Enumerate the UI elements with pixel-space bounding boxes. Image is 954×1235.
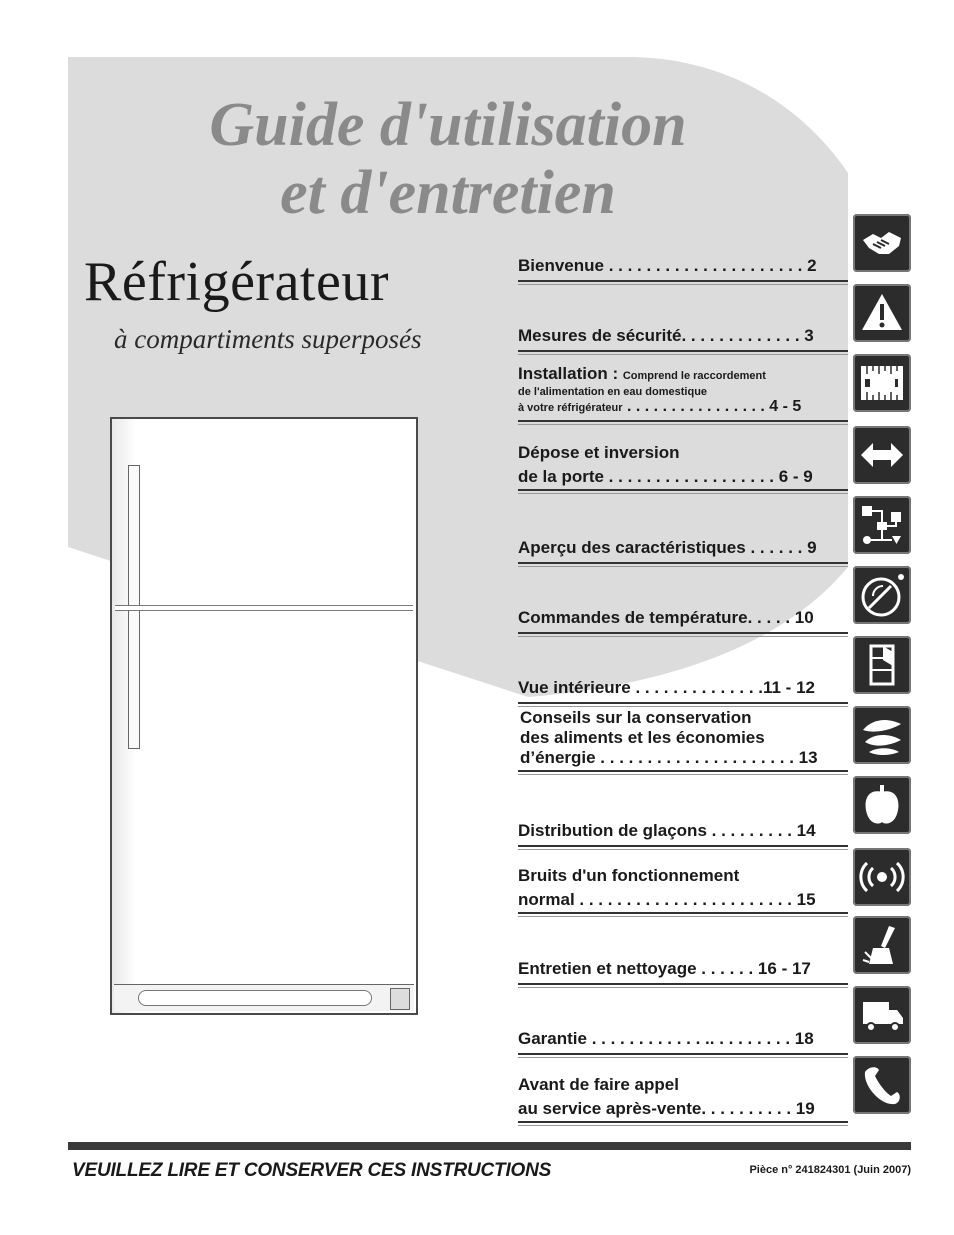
flowchart-icon [853,496,911,554]
toc-entry-service[interactable] [518,1075,848,1123]
footer-instructions: VEUILLEZ LIRE ET CONSERVER CES INSTRUCTIONS [72,1160,552,1181]
toc-label: normal . . . . . . . . . . . . . . . . . . . . . . . 15 [518,890,816,909]
toc-label-small: Comprend le raccordement [622,370,766,382]
toc-entry-bienvenue[interactable] [518,250,848,282]
toc-label: Entretien et nettoyage . . . . . . 16 - 17 [518,959,811,978]
toc-label: Vue intérieure . . . . . . . . . . . . . .11 - 12 [518,678,815,697]
toc-label: Distribution de glaçons . . . . . . . . . 14 [518,821,816,840]
vegetables-icon [853,706,911,764]
toc-entry-vue-interieure[interactable] [518,672,848,704]
footer-bar [68,1142,911,1150]
toc-entry-entretien[interactable] [518,953,848,985]
toc-label: d’énergie . . . . . . . . . . . . . . . . . . . . . 13 [520,748,818,767]
toc-entry-conseils[interactable] [518,708,848,772]
guide-title-line1: Guide d'utilisation [209,91,687,159]
fridge-freezer-divider [115,605,413,611]
phone-icon [853,1056,911,1114]
toc-label-small: à votre réfrigérateur [518,402,623,414]
toc-label: Installation : [518,364,623,383]
dial-icon [853,566,911,624]
toc-label: de la porte . . . . . . . . . . . . . . . . . . 6 - 9 [518,467,813,486]
fridge-grille [114,984,414,1011]
toc-installation-end [518,398,801,416]
toc-entry-distribution[interactable] [518,815,848,847]
toc-label: Commandes de température. . . . . 10 [518,608,814,627]
product-name: Réfrigérateur [84,251,389,313]
toc-entry-securite[interactable] [518,320,848,352]
refrigerator-illustration [110,417,418,1015]
toc-label: Bruits d'un fonctionnement [518,866,740,885]
toc-label: Conseils sur la conservation [520,708,752,727]
guide-title-line2: et d'entretien [280,159,616,227]
sound-icon [853,848,911,906]
footer-part-number: Pièce n° 241824301 (Juin 2007) [749,1164,911,1176]
toc-label: Avant de faire appel [518,1075,679,1094]
ruler-icon [853,354,911,412]
cleaning-icon [853,916,911,974]
toc-label: . . . . . . . . . . . . . . . . 4 - 5 [627,398,802,415]
grille-slot [138,990,372,1006]
arrows-icon [853,426,911,484]
toc-entry-depose[interactable] [518,443,848,491]
toc-label: Bienvenue . . . . . . . . . . . . . . . . . . . . . 2 [518,256,817,275]
toc-label-small: de l'alimentation en eau domestique [518,386,708,398]
pepper-icon [853,776,911,834]
toc-label: au service après-vente. . . . . . . . . . 19 [518,1099,815,1118]
toc-label: Dépose et inversion [518,443,680,462]
toc-label: Aperçu des caractéristiques . . . . . . 9 [518,538,817,557]
toc-entry-installation[interactable] [518,364,848,422]
warning-icon [853,284,911,342]
toc-label: Garantie . . . . . . . . . . . . .. . . . . . . . . 18 [518,1029,814,1048]
handshake-icon [853,214,911,272]
toc-entry-commandes[interactable] [518,602,848,634]
toc-entry-apercu[interactable] [518,532,848,564]
toc-label: Mesures de sécurité. . . . . . . . . . . . . 3 [518,326,814,345]
toc-installation-head [518,364,766,384]
truck-icon [853,986,911,1044]
toc-label: des aliments et les économies [520,728,765,747]
shelf-icon [853,636,911,694]
toc-entry-bruits[interactable] [518,866,848,914]
toc-entry-garantie[interactable] [518,1023,848,1055]
product-subtitle: à compartiments superposés [114,324,422,354]
grille-box [390,988,410,1010]
